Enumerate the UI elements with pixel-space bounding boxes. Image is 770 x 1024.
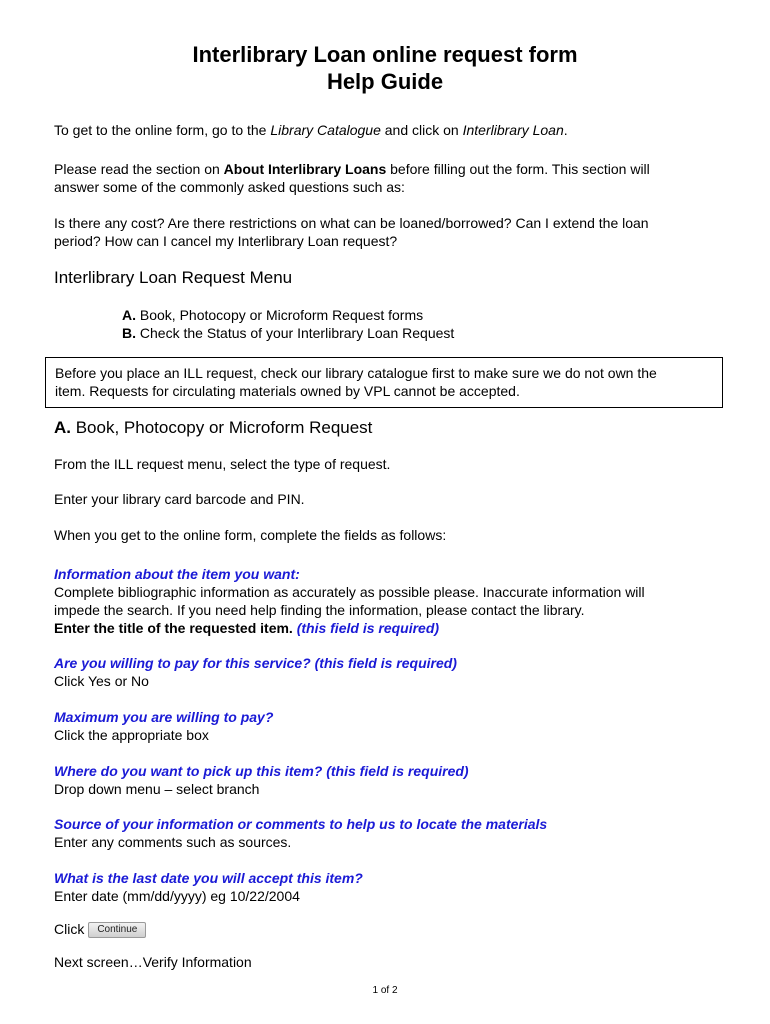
please-read-paragraph (54, 160, 734, 178)
menu-heading: Interlibrary Loan Request Menu (54, 268, 293, 287)
pickup-label: Where do you want to pick up this item? (this field is required) (54, 763, 469, 779)
please-read-text-1: Please read the section on (54, 161, 224, 177)
item-title-line (54, 619, 734, 637)
continue-button[interactable]: Continue (88, 922, 146, 938)
page-number: 1 of 2 (372, 985, 398, 996)
source-label: Source of your information or comments to help us to locate the materials (54, 816, 548, 832)
item-title-required: (this field is required) (296, 620, 440, 636)
about-ill-ref: About Interlibrary Loans (223, 161, 387, 177)
section-a-heading (54, 417, 372, 439)
intro-text-1: To get to the online form, go to the (54, 122, 271, 138)
last-date-text: Enter date (mm/dd/yyyy) eg 10/22/2004 (54, 888, 300, 904)
max-pay-text: Click the appropriate box (54, 727, 209, 743)
page-title-line2: Help Guide (326, 69, 444, 94)
notice-line2: item. Requests for circulating materials owned by VPL cannot be accepted. (55, 383, 520, 399)
item-info-line2: impede the search. If you need help finding the information, please contact the library. (54, 602, 585, 618)
next-screen-text: Next screen…Verify Information (54, 954, 252, 970)
page-title-line1: Interlibrary Loan online request form (192, 42, 578, 67)
menu-item-a (122, 306, 770, 324)
questions-line2: period? How can I cancel my Interlibrary Loan request? (54, 233, 398, 249)
interlibrary-loan-ref: Interlibrary Loan (462, 122, 564, 138)
notice-box (45, 357, 723, 408)
menu-item-b-letter: B. (122, 325, 136, 341)
item-info-line1: Complete bibliographic information as accurately as possible please. Inaccurate information will (54, 584, 645, 600)
please-read-line2: answer some of the commonly asked questions such as: (54, 179, 405, 195)
intro-text-2: and click on (380, 122, 463, 138)
section-a-title: Book, Photocopy or Microform Request (71, 418, 373, 437)
menu-item-a-letter: A. (122, 307, 136, 323)
menu-item-a-text: Book, Photocopy or Microform Request forms (136, 307, 424, 323)
item-info-label: Information about the item you want: (54, 566, 300, 582)
intro-paragraph (54, 121, 734, 139)
intro-text-3: . (563, 122, 568, 138)
pay-label: Are you willing to pay for this service? (this field is required) (54, 655, 457, 671)
step-select-request: From the ILL request menu, select the type of request. (54, 456, 391, 472)
item-title-instruction: Enter the title of the requested item. (54, 620, 297, 636)
menu-item-b (122, 324, 770, 342)
click-label: Click (54, 921, 85, 937)
click-continue-line (54, 920, 734, 938)
last-date-label: What is the last date you will accept this item? (54, 870, 363, 886)
max-pay-label: Maximum you are willing to pay? (54, 709, 274, 725)
pickup-text: Drop down menu – select branch (54, 781, 260, 797)
notice-line1: Before you place an ILL request, check our library catalogue first to make sure we do not own the (55, 365, 657, 381)
questions-line1: Is there any cost? Are there restrictions on what can be loaned/borrowed? Can I extend the loan (54, 215, 649, 231)
library-catalogue-ref: Library Catalogue (270, 122, 381, 138)
pay-text: Click Yes or No (54, 673, 149, 689)
menu-item-b-text: Check the Status of your Interlibrary Loan Request (136, 325, 455, 341)
section-a-letter: A. (54, 418, 71, 437)
step-barcode-pin: Enter your library card barcode and PIN. (54, 491, 305, 507)
step-complete-fields: When you get to the online form, complete the fields as follows: (54, 527, 447, 543)
please-read-text-2: before filling out the form. This section will (386, 161, 650, 177)
source-text: Enter any comments such as sources. (54, 834, 292, 850)
